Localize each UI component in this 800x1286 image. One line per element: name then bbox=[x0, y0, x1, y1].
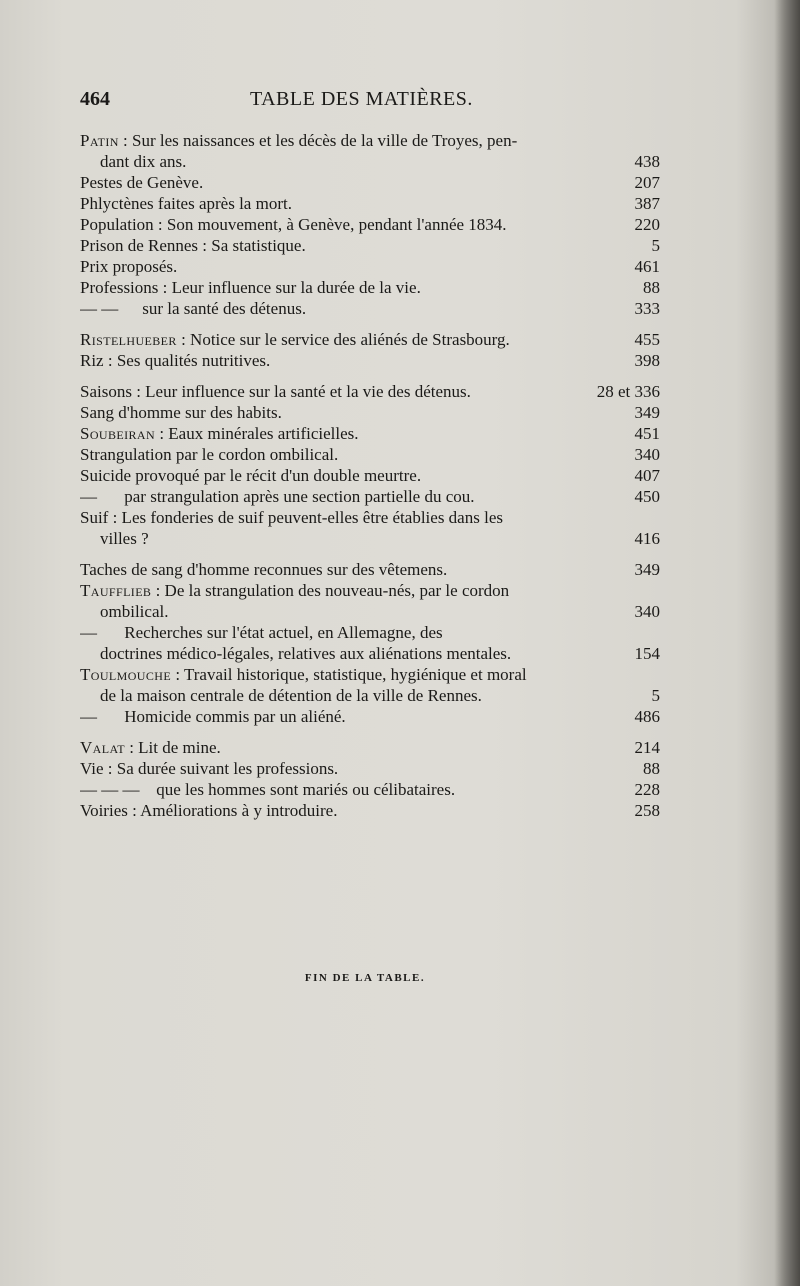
toc-line bbox=[80, 381, 660, 402]
toc-entry-text bbox=[80, 130, 660, 151]
toc-entry bbox=[80, 214, 660, 235]
toc-line bbox=[80, 350, 660, 371]
toc-entry bbox=[80, 800, 660, 821]
toc-entry bbox=[80, 350, 660, 371]
section-gap bbox=[80, 319, 660, 329]
page-reference: 228 bbox=[634, 780, 660, 799]
toc-entry-text bbox=[80, 465, 624, 486]
toc-line bbox=[80, 214, 660, 235]
toc-entry bbox=[80, 298, 660, 319]
toc-line-continued bbox=[80, 528, 660, 549]
entry-title: Suif : Les fonderies de suif peuvent-elles être établies dans les bbox=[80, 508, 503, 527]
ditto-dash: — — — bbox=[80, 780, 140, 799]
toc-entry bbox=[80, 622, 660, 664]
entry-title: Vie : Sa durée suivant les professions. bbox=[80, 759, 339, 778]
toc-line bbox=[80, 737, 660, 758]
author-name: Toulmouche bbox=[80, 665, 172, 684]
page-reference: 461 bbox=[634, 257, 660, 276]
toc-line bbox=[80, 779, 660, 800]
entry-continuation: de la maison centrale de détention de la ville de Rennes. bbox=[100, 686, 482, 705]
toc-entry bbox=[80, 193, 660, 214]
entry-title: Voiries : Améliorations à y introduire. bbox=[80, 801, 338, 820]
toc-entry-text bbox=[80, 298, 624, 319]
toc-entry bbox=[80, 465, 660, 486]
page-reference: 416 bbox=[634, 529, 660, 548]
toc-line bbox=[80, 130, 660, 151]
toc-line bbox=[80, 465, 660, 486]
entry-title: Professions : Leur influence sur la durée de la vie. bbox=[80, 278, 421, 297]
entry-title: Riz : Ses qualités nutritives. bbox=[80, 351, 271, 370]
author-name: Patin bbox=[80, 131, 119, 150]
page-reference: 450 bbox=[634, 487, 660, 506]
toc-entry-text bbox=[80, 706, 624, 727]
entry-title: Saisons : Leur influence sur la santé et la vie des détenus. bbox=[80, 382, 471, 401]
ditto-dash: — bbox=[80, 487, 97, 506]
toc-entry bbox=[80, 779, 660, 800]
page-reference: 387 bbox=[634, 194, 660, 213]
entry-title: : Lit de mine. bbox=[124, 738, 221, 757]
toc-entry bbox=[80, 580, 660, 622]
toc-line bbox=[80, 580, 660, 601]
page-reference: 349 bbox=[634, 403, 660, 422]
toc-entry bbox=[80, 235, 660, 256]
entry-continuation: dant dix ans. bbox=[100, 152, 187, 171]
toc-line-continued bbox=[80, 151, 660, 172]
toc-line bbox=[80, 800, 660, 821]
entry-continuation: villes ? bbox=[100, 529, 149, 548]
toc-entry bbox=[80, 507, 660, 549]
toc-entry bbox=[80, 737, 660, 758]
running-title: TABLE DES MATIÈRES. bbox=[250, 88, 473, 110]
toc-entry-text bbox=[80, 622, 660, 643]
toc-entry-text bbox=[80, 329, 624, 350]
toc-line bbox=[80, 486, 660, 507]
toc-entry bbox=[80, 172, 660, 193]
toc-entry-text bbox=[80, 444, 624, 465]
toc-entry-text bbox=[80, 800, 624, 821]
entry-title: Homicide commis par un aliéné. bbox=[124, 707, 346, 726]
toc-entry bbox=[80, 559, 660, 580]
toc-line-continued bbox=[80, 601, 660, 622]
author-name: Valat bbox=[80, 738, 125, 757]
entry-continuation: ombilical. bbox=[100, 602, 169, 621]
entry-title: Recherches sur l'état actuel, en Allemagne, des bbox=[124, 623, 443, 642]
toc-line-continued bbox=[80, 685, 660, 706]
toc-entry bbox=[80, 329, 660, 350]
entry-title: Pestes de Genève. bbox=[80, 173, 204, 192]
toc-entry-text bbox=[80, 214, 624, 235]
ditto-dash: — bbox=[80, 623, 97, 642]
entry-title: Prison de Rennes : Sa statistique. bbox=[80, 236, 306, 255]
toc-line bbox=[80, 329, 660, 350]
entry-title: par strangulation après une section partielle du cou. bbox=[124, 487, 475, 506]
toc-entry-text bbox=[80, 580, 660, 601]
page-edge-shadow bbox=[774, 0, 800, 1286]
toc-entry-text bbox=[80, 737, 624, 758]
entry-title: : De la strangulation des nouveau-nés, par le cordon bbox=[151, 581, 510, 600]
toc-line-continued bbox=[80, 643, 660, 664]
toc-line bbox=[80, 664, 660, 685]
page-reference: 451 bbox=[634, 424, 660, 443]
end-of-table: FIN DE LA TABLE. bbox=[304, 972, 426, 984]
toc-entry bbox=[80, 486, 660, 507]
page-reference: 258 bbox=[634, 801, 660, 820]
entry-title: Suicide provoqué par le récit d'un double meurtre. bbox=[80, 466, 422, 485]
toc-entry-text bbox=[80, 559, 624, 580]
entry-title: : Sur les naissances et les décès de la ville de Troyes, pen- bbox=[118, 131, 518, 150]
entry-title: Taches de sang d'homme reconnues sur des vêtemens. bbox=[80, 560, 448, 579]
entry-title: Prix proposés. bbox=[80, 257, 178, 276]
toc-entry-text bbox=[80, 423, 624, 444]
ditto-dash: — bbox=[80, 707, 97, 726]
page-reference: 220 bbox=[634, 215, 660, 234]
toc-line bbox=[80, 559, 660, 580]
toc-line bbox=[80, 235, 660, 256]
author-name: Ristelhueber bbox=[80, 330, 177, 349]
toc-entry bbox=[80, 277, 660, 298]
page-reference: 438 bbox=[634, 152, 660, 171]
toc-line bbox=[80, 758, 660, 779]
toc-entry-text bbox=[80, 779, 624, 800]
page-reference: 486 bbox=[634, 707, 660, 726]
page-reference: 28 et 336 bbox=[596, 382, 660, 401]
toc-entry-text bbox=[80, 193, 624, 214]
section-gap bbox=[80, 371, 660, 381]
entry-title: : Notice sur le service des aliénés de Strasbourg. bbox=[176, 330, 510, 349]
section-gap bbox=[80, 549, 660, 559]
entry-title: que les hommes sont mariés ou célibataires. bbox=[156, 780, 456, 799]
toc-entry bbox=[80, 402, 660, 423]
page-reference: 88 bbox=[643, 278, 660, 297]
toc-line bbox=[80, 256, 660, 277]
toc-line bbox=[80, 622, 660, 643]
section-gap bbox=[80, 727, 660, 737]
toc-entry-text bbox=[80, 172, 624, 193]
toc-entry bbox=[80, 423, 660, 444]
entry-title: Strangulation par le cordon ombilical. bbox=[80, 445, 339, 464]
toc-entry-text bbox=[80, 402, 624, 423]
toc-line bbox=[80, 706, 660, 727]
toc-line bbox=[80, 402, 660, 423]
toc-entry bbox=[80, 664, 660, 706]
toc-entry-text bbox=[80, 758, 624, 779]
entry-title: Population : Son mouvement, à Genève, pendant l'année 1834. bbox=[80, 215, 507, 234]
page-number: 464 bbox=[80, 88, 110, 110]
entry-title: Sang d'homme sur des habits. bbox=[80, 403, 282, 422]
toc-entry-text bbox=[80, 507, 660, 528]
ditto-dash: — — bbox=[80, 299, 119, 318]
toc-entry-text bbox=[80, 256, 624, 277]
table-of-contents bbox=[80, 130, 660, 821]
toc-line bbox=[80, 172, 660, 193]
page-reference: 5 bbox=[651, 686, 660, 705]
entry-title: : Eaux minérales artificielles. bbox=[155, 424, 359, 443]
author-name: Taufflieb bbox=[80, 581, 152, 600]
toc-entry-text bbox=[80, 350, 624, 371]
page-reference: 455 bbox=[634, 330, 660, 349]
page-reference: 5 bbox=[651, 236, 660, 255]
page-reference: 88 bbox=[643, 759, 660, 778]
page-reference: 340 bbox=[634, 445, 660, 464]
toc-entry bbox=[80, 381, 660, 402]
toc-entry-text bbox=[80, 235, 624, 256]
toc-entry bbox=[80, 444, 660, 465]
page-reference: 407 bbox=[634, 466, 660, 485]
toc-entry bbox=[80, 256, 660, 277]
toc-entry bbox=[80, 758, 660, 779]
toc-entry bbox=[80, 706, 660, 727]
toc-line bbox=[80, 444, 660, 465]
toc-entry-text bbox=[80, 277, 624, 298]
toc-line bbox=[80, 507, 660, 528]
toc-line bbox=[80, 193, 660, 214]
page-reference: 207 bbox=[634, 173, 660, 192]
page-header bbox=[80, 88, 660, 118]
toc-line bbox=[80, 277, 660, 298]
toc-line bbox=[80, 423, 660, 444]
entry-title: : Travail historique, statistique, hygiénique et moral bbox=[171, 665, 527, 684]
entry-title: Phlyctènes faites après la mort. bbox=[80, 194, 292, 213]
page-reference: 154 bbox=[634, 644, 660, 663]
toc-line bbox=[80, 298, 660, 319]
page-reference: 214 bbox=[634, 738, 660, 757]
toc-entry-text bbox=[80, 486, 624, 507]
toc-entry bbox=[80, 130, 660, 172]
page-reference: 398 bbox=[634, 351, 660, 370]
page-reference: 349 bbox=[634, 560, 660, 579]
toc-entry-text bbox=[80, 381, 597, 402]
page-reference: 340 bbox=[634, 602, 660, 621]
page-reference: 333 bbox=[634, 299, 660, 318]
toc-entry-text bbox=[80, 664, 660, 685]
entry-title: sur la santé des détenus. bbox=[142, 299, 307, 318]
author-name: Soubeiran bbox=[80, 424, 156, 443]
entry-continuation: doctrines médico-légales, relatives aux aliénations mentales. bbox=[100, 644, 512, 663]
